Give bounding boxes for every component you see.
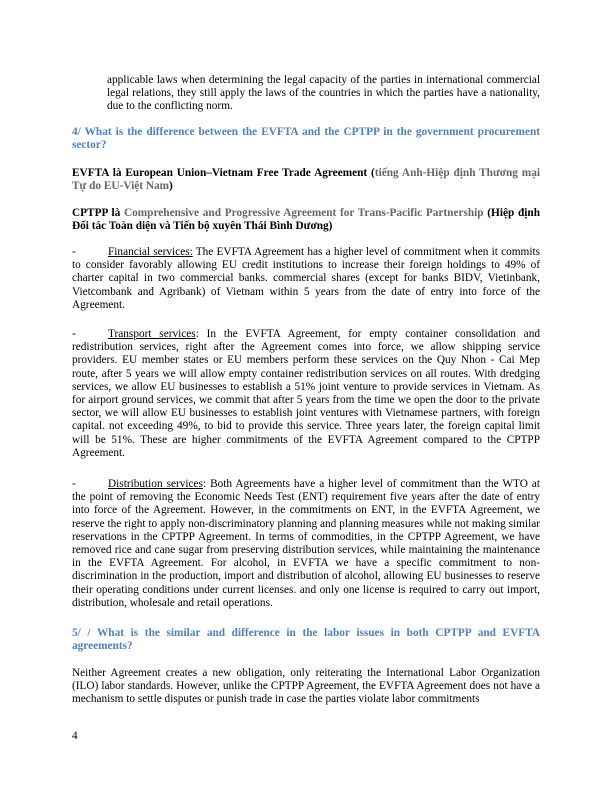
list-dash: - <box>72 328 76 340</box>
cptpp-vietnamese: (Hiệp định Đối tác Toàn diện và Tiến bộ xuyên Thái Bình Dương) <box>72 207 540 233</box>
cptpp-lead: CPTPP là <box>72 207 124 219</box>
service-text: : Both Agreements have a higher level of commitment than the WTO at the point of removing the Economic Needs Test (ENT) requirement five years after the date of entry into force of the Agreement. However, in the commitments on ENT, in the EVFTA Agreement, we reserve the right to apply non-discriminatory planning and planning measures while not making similar reservations in the CPTPP Agreement. In terms of commodities, in the CPTPP Agreement, we have removed rice and cane sugar from preserving distribution services, while maintaining the maintenance in the EVFTA Agreement. For alcohol, in EVFTA we have a specific commitment to non-discrimination in the production, import and distribution of alcohol, allowing EU businesses to reserve their operating conditions under current licenses. and only one license is required to carry out import, distribution, wholesale and retail operations. <box>72 478 541 609</box>
evfta-vietnamese: tiếng Anh-Hiệp định Thương mại Tự do EU-Việt Nam <box>72 167 540 193</box>
evfta-close: ) <box>169 180 173 193</box>
continuation-paragraph: applicable laws when determining the legal capacity of the parties in international commercial legal relations, they still apply the laws of the countries in which the parties have a nationality, due to the conflicting norm. <box>107 74 540 113</box>
service-text: The EVFTA Agreement has a higher level of commitment when it commits to consider favorably allowing EU credit institutions to increase their foreign holdings to 49% of charter capital in two commercial banks. commercial shares (except for banks BIDV, Vietinbank, Vietcombank and Agribank) of Vietnam within 5 years from the date of entry into force of the Agreement. <box>72 246 540 311</box>
question-4-heading: 4/ What is the difference between the EVFTA and the CPTPP in the government procurement sector? <box>72 126 540 152</box>
service-title: Distribution services <box>108 478 203 490</box>
list-dash: - <box>72 246 76 258</box>
evfta-lead: EVFTA là European Union–Vietnam Free Trade Agreement ( <box>72 167 375 179</box>
service-title: Financial services: <box>108 246 193 258</box>
service-text: : In the EVFTA Agreement, for empty container consolidation and redistribution services, right after the Agreement comes into force, we allow shipping service providers. EU member states or EU members perform these services on the Quy Nhon - Cai Mep route, after 5 years we will allow empty container redistribution services on all routes. With dredging services, we allow EU businesses to establish a 51% joint venture to provide services in Vietnam. As for airport ground services, we commit that after 5 years from the time we open the door to the private sector, we will allow EU businesses to establish joint ventures with Vietnamese partners, with foreign capital. not exceeding 49%, to bid to provide this service. Three years later, the foreign capital limit will be 51%. These are higher commitments of the EVFTA Agreement compared to the CPTPP Agreement. <box>72 328 540 459</box>
labor-paragraph: Neither Agreement creates a new obligation, only reiterating the International Labor Organization (ILO) labor standards. However, unlike the CPTPP Agreement, the EVFTA Agreement does not have a mechanism to settle disputes or punish trade in case the parties violate labor commitments <box>72 667 540 706</box>
service-title: Transport services <box>108 328 196 340</box>
cptpp-definition <box>72 207 540 233</box>
list-dash: - <box>72 478 76 490</box>
transport-services-paragraph <box>72 328 540 460</box>
financial-services-paragraph <box>72 246 540 312</box>
page-number: 4 <box>72 730 78 742</box>
evfta-definition <box>72 167 540 193</box>
question-5-heading: 5/ / What is the similar and difference in the labor issues in both CPTPP and EVFTA agreements? <box>72 627 540 653</box>
cptpp-english: Comprehensive and Progressive Agreement for Trans-Pacific Partnership <box>123 207 484 219</box>
distribution-services-paragraph <box>72 478 540 610</box>
